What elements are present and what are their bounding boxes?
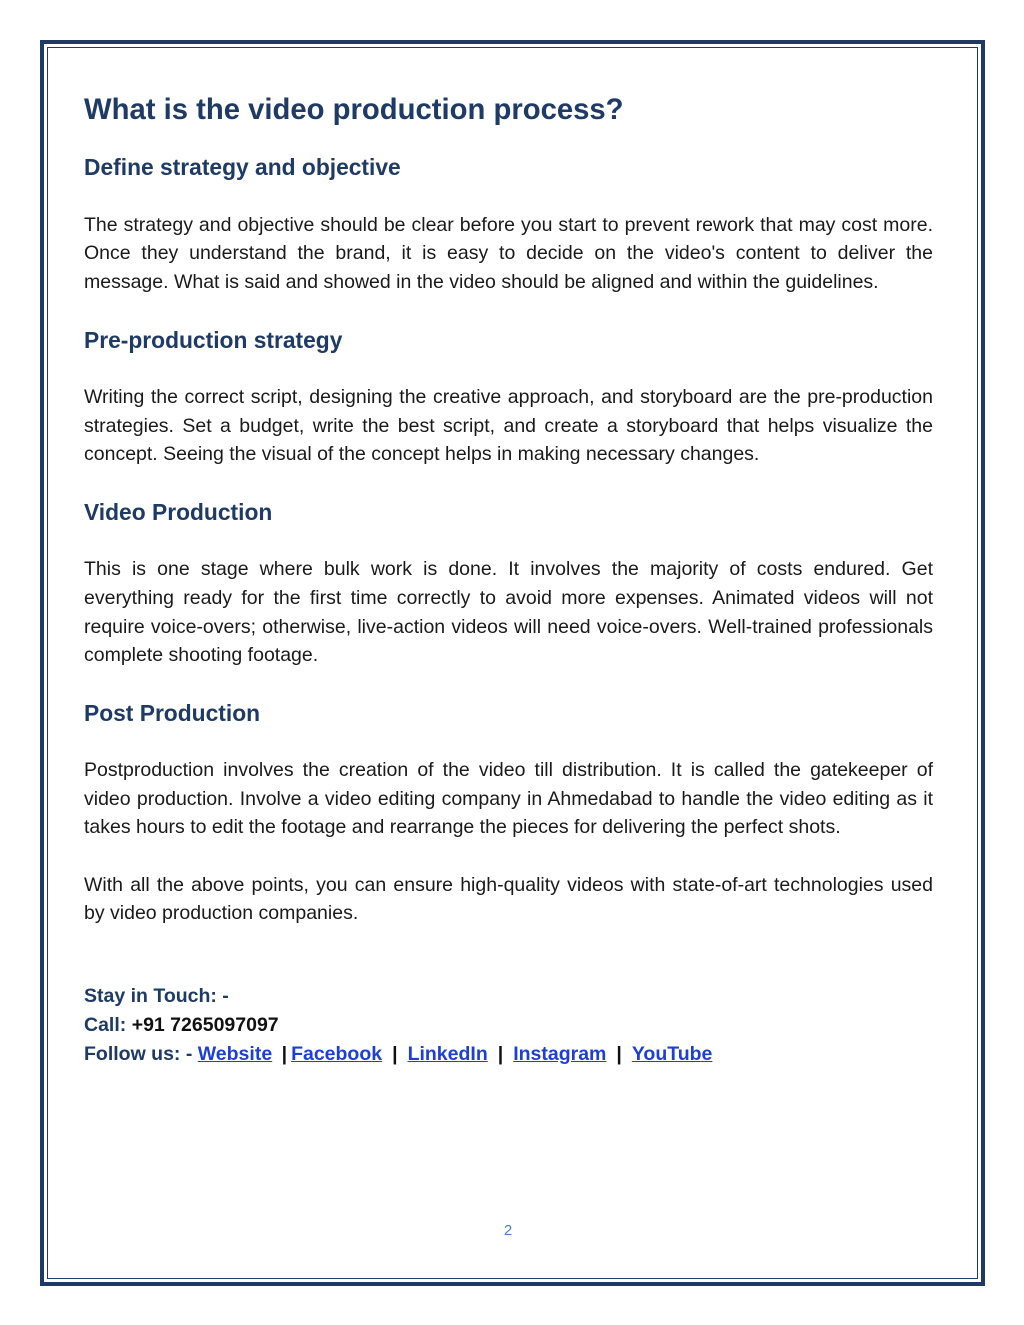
section-body-preproduction: Writing the correct script, designing the creative approach, and storyboard are the pre-production strategies. Set a budget, write the best script, and create a storyboard that helps visualize the concept. Seeing the visual of the concept helps in making necessary changes. [84, 385, 933, 466]
closing-paragraph: With all the above points, you can ensure high-quality videos with state-of-art technologies used by video production companies. [84, 873, 933, 925]
section-heading-preproduction: Pre-production strategy [84, 326, 343, 353]
youtube-link[interactable]: YouTube [631, 1042, 713, 1065]
document-body [84, 96, 933, 1068]
section-body-video-production: This is one stage where bulk work is done. It involves the majority of costs endured. Get everything ready for the first time correctly to avoid more expenses. Animated videos will not require voice-overs; otherwise, live-action videos will need voice-overs. Well-trained professionals complete shooting footage. [84, 558, 933, 667]
section-body-strategy: The strategy and objective should be clear before you start to prevent rework that may cost more. Once they understand the brand, it is easy to decide on the video's content to deliver the message. What is said and showed in the video should be aligned and within the guidelines. [84, 213, 933, 294]
instagram-link[interactable]: Instagram [513, 1042, 607, 1065]
follow-us-label: Follow us: - [84, 1042, 193, 1065]
section-heading-video-production: Video Production [84, 498, 273, 525]
website-link[interactable]: Website [197, 1042, 273, 1065]
link-separator: | [392, 1042, 398, 1065]
stay-in-touch-label: Stay in Touch: - [84, 985, 229, 1008]
facebook-link[interactable]: Facebook [291, 1042, 383, 1065]
section-heading-post-production: Post Production [84, 699, 261, 726]
linkedin-link[interactable]: LinkedIn [407, 1042, 488, 1065]
phone-number[interactable]: +91 7265097097 [131, 1013, 279, 1036]
title-heading: What is the video production process? [84, 94, 624, 126]
follow-us-line [84, 1040, 933, 1069]
section-heading-strategy: Define strategy and objective [84, 154, 401, 181]
call-line [84, 1011, 933, 1040]
section-body-post-production: Postproduction involves the creation of the video till distribution. It is called the gatekeeper of video production. Involve a video editing company in Ahmedabad to handle the video editing as it takes hours to edit the footage and rearrange the pieces for delivering the perfect shots. [84, 758, 933, 839]
link-separator: | [281, 1042, 288, 1065]
link-separator: | [497, 1042, 504, 1065]
call-label: Call: [84, 1013, 127, 1036]
link-separator: | [616, 1042, 622, 1065]
page-number: 2 [503, 1222, 513, 1239]
